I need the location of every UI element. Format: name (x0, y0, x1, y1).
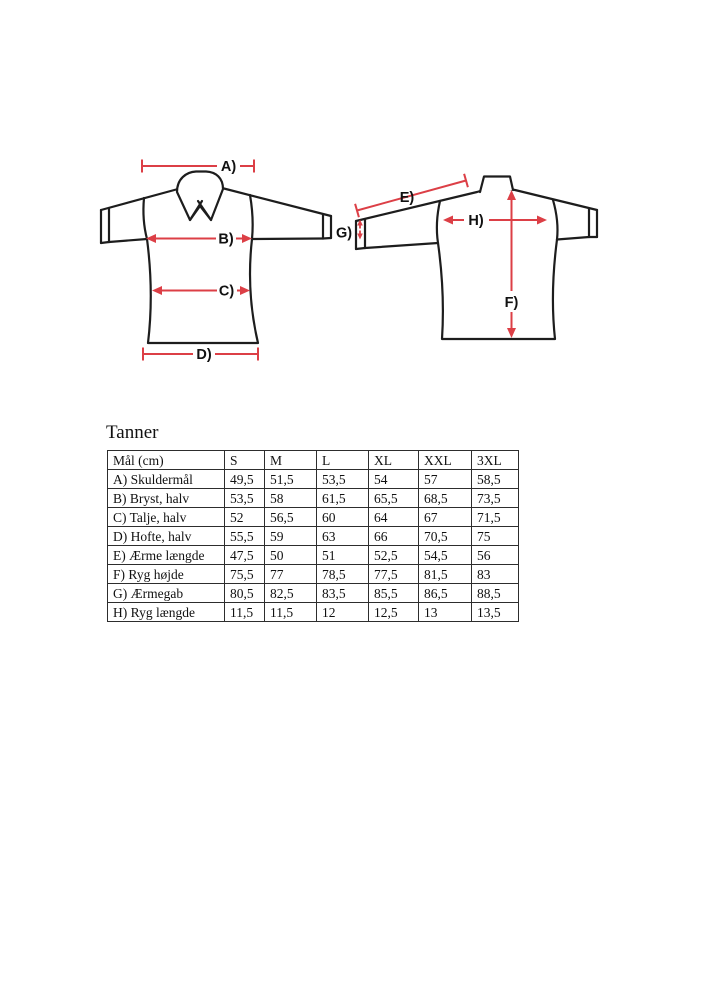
measure-value-cell: 88,5 (472, 584, 519, 603)
measure-line-chest-b (146, 232, 252, 248)
size-table-body (108, 470, 519, 622)
measure-value-cell: 68,5 (419, 489, 472, 508)
measure-name-cell: G) Ærmegab (108, 584, 225, 603)
measure-value-cell: 58 (265, 489, 317, 508)
size-table-header-row (108, 451, 519, 470)
measure-line-waist-c (152, 284, 250, 300)
table-row (108, 527, 519, 546)
measure-name-cell: A) Skuldermål (108, 470, 225, 489)
measure-value-cell: 49,5 (225, 470, 265, 489)
measure-value-cell: 81,5 (419, 565, 472, 584)
shirt-front-drawing (101, 172, 331, 344)
measure-value-cell: 66 (369, 527, 419, 546)
measure-value-cell: 71,5 (472, 508, 519, 527)
col-header-measure: Mål (cm) (108, 451, 225, 470)
measure-value-cell: 47,5 (225, 546, 265, 565)
measure-value-cell: 73,5 (472, 489, 519, 508)
measure-value-cell: 12,5 (369, 603, 419, 622)
measure-value-cell: 77 (265, 565, 317, 584)
measure-value-cell: 86,5 (419, 584, 472, 603)
measure-value-cell: 11,5 (225, 603, 265, 622)
measure-value-cell: 58,5 (472, 470, 519, 489)
measure-value-cell: 61,5 (317, 489, 369, 508)
measure-label-b: B) (218, 231, 234, 248)
measure-label-c: C) (218, 283, 235, 300)
measure-value-cell: 51,5 (265, 470, 317, 489)
measure-value-cell: 77,5 (369, 565, 419, 584)
measure-value-cell: 65,5 (369, 489, 419, 508)
measure-name-cell: F) Ryg højde (108, 565, 225, 584)
measure-name-cell: D) Hofte, halv (108, 527, 225, 546)
measure-line-back-height-f (505, 190, 519, 338)
table-row (108, 489, 519, 508)
measure-value-cell: 80,5 (225, 584, 265, 603)
measure-name-cell: H) Ryg længde (108, 603, 225, 622)
measure-value-cell: 75 (472, 527, 519, 546)
measure-value-cell: 12 (317, 603, 369, 622)
col-header-size: L (317, 451, 369, 470)
measure-value-cell: 63 (317, 527, 369, 546)
col-header-size: 3XL (472, 451, 519, 470)
measure-value-cell: 50 (265, 546, 317, 565)
measure-label-f: F) (504, 295, 519, 311)
table-row (108, 584, 519, 603)
col-header-size: M (265, 451, 317, 470)
measure-value-cell: 54,5 (419, 546, 472, 565)
measure-value-cell: 78,5 (317, 565, 369, 584)
measure-value-cell: 56 (472, 546, 519, 565)
measure-label-e: E) (399, 190, 415, 206)
measure-value-cell: 83,5 (317, 584, 369, 603)
col-header-size: S (225, 451, 265, 470)
measure-value-cell: 59 (265, 527, 317, 546)
measure-name-cell: B) Bryst, halv (108, 489, 225, 508)
measure-label-d: D) (196, 347, 212, 363)
measure-value-cell: 64 (369, 508, 419, 527)
measure-value-cell: 60 (317, 508, 369, 527)
measure-value-cell: 85,5 (369, 584, 419, 603)
col-header-size: XL (369, 451, 419, 470)
measure-value-cell: 55,5 (225, 527, 265, 546)
measure-name-cell: E) Ærme længde (108, 546, 225, 565)
measure-label-a: A) (220, 159, 237, 175)
measure-value-cell: 53,5 (317, 470, 369, 489)
product-title: Tanner (106, 422, 159, 443)
measure-name-cell: C) Talje, halv (108, 508, 225, 527)
measure-line-cuff-g (336, 220, 363, 242)
table-row (108, 603, 519, 622)
col-header-size: XXL (419, 451, 472, 470)
measure-value-cell: 70,5 (419, 527, 472, 546)
measure-line-sleeve-e (355, 174, 468, 217)
measure-value-cell: 83 (472, 565, 519, 584)
table-row (108, 565, 519, 584)
table-row (108, 546, 519, 565)
measure-value-cell: 67 (419, 508, 472, 527)
size-table (107, 450, 519, 622)
measure-value-cell: 13,5 (472, 603, 519, 622)
measure-value-cell: 52 (225, 508, 265, 527)
measure-line-hip-d (143, 347, 258, 363)
measure-line-back-width-h (443, 213, 547, 229)
table-row (108, 470, 519, 489)
table-row (108, 508, 519, 527)
measure-value-cell: 51 (317, 546, 369, 565)
measure-label-h: H) (468, 213, 484, 229)
measure-value-cell: 52,5 (369, 546, 419, 565)
measure-value-cell: 82,5 (265, 584, 317, 603)
measure-value-cell: 53,5 (225, 489, 265, 508)
measure-value-cell: 75,5 (225, 565, 265, 584)
measure-value-cell: 13 (419, 603, 472, 622)
measure-value-cell: 56,5 (265, 508, 317, 527)
measure-value-cell: 54 (369, 470, 419, 489)
measure-value-cell: 11,5 (265, 603, 317, 622)
measure-value-cell: 57 (419, 470, 472, 489)
measure-label-g: G) (335, 225, 353, 242)
